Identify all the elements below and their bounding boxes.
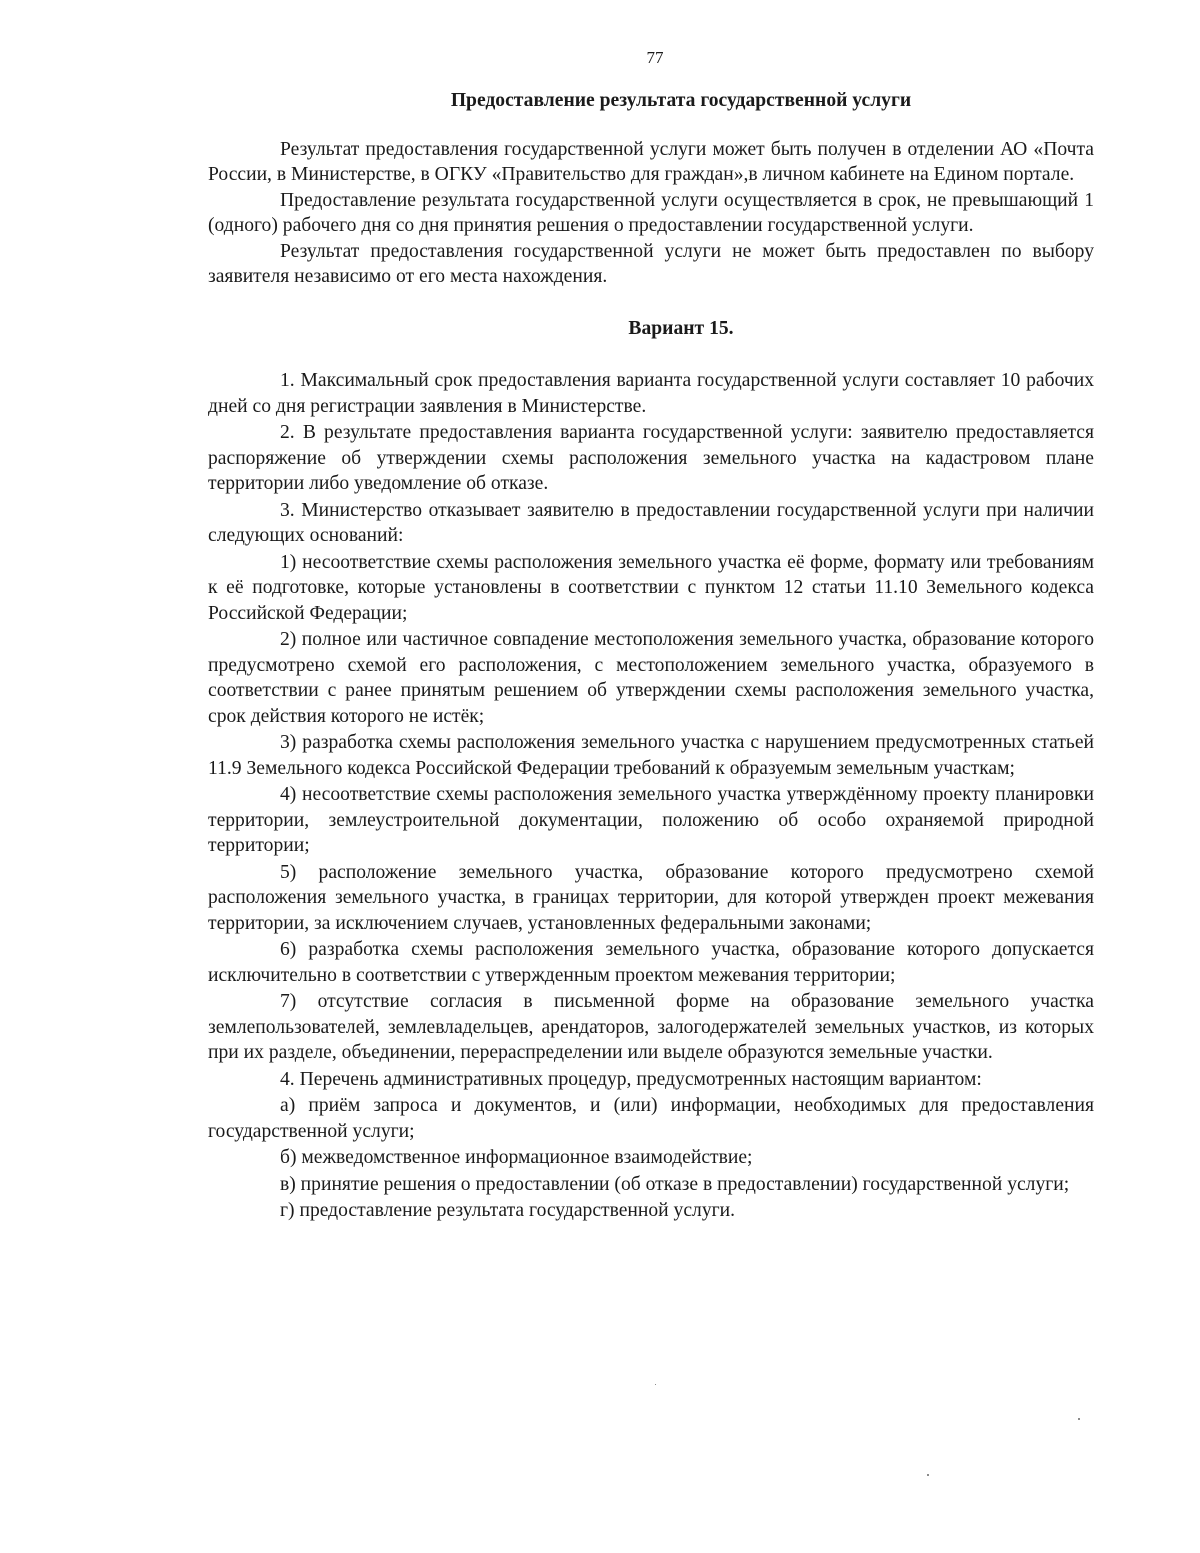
scan-speck (655, 1384, 656, 1385)
list-item: 6) разработка схемы расположения земельного участка, образование которого допускается исключительно в соответствии с утвержденным проектом межевания территории; (208, 939, 1094, 986)
section-heading-variant: Вариант 15. (628, 317, 734, 339)
list-item: 2) полное или частичное совпадение местоположения земельного участка, образование которого предусмотрено схемой его расположения, с местоположением земельного участка, образуемого в соответствии с ранее принятым решением об утверждении схемы расположения земельного участка, срок действия которого не истёк; (208, 629, 1094, 727)
paragraph: 4. Перечень административных процедур, предусмотренных настоящим вариантом: (280, 1068, 982, 1090)
scan-speck (1078, 1418, 1080, 1420)
list-item: г) предоставление результата государственной услуги. (280, 1200, 736, 1221)
paragraph: Результат предоставления государственной услуги может быть получен в отделении АО «Почта России, в Министерстве, в ОГКУ «Правительство для граждан»,в личном кабинете на Едином портале. (208, 138, 1094, 185)
list-item: 4) несоответствие схемы расположения земельного участка утверждённому проекту планировки территории, землеустроительной документации, положению об особо охраняемой природной территории; (208, 784, 1094, 856)
section-result-body (208, 137, 1094, 290)
paragraph: Предоставление результата государственной услуги осуществляется в срок, не превышающий 1 (одного) рабочего дня со дня принятия решения о предоставлении государственной услуги. (208, 189, 1094, 236)
paragraph: 2. В результате предоставления варианта государственной услуги: заявителю предоставляется распоряжение об утверждении схемы расположения земельного участка на кадастровом плане территории либо уведомление об отказе. (208, 422, 1094, 494)
page-number: 77 (646, 48, 664, 67)
list-item: 1) несоответствие схемы расположения земельного участка её форме, формату или требованиям к её подготовке, которые установлены в соответствии с пунктом 12 статьи 11.10 Земельного кодекса Российской Федерации; (208, 551, 1094, 624)
paragraph: 3. Министерство отказывает заявителю в предоставлении государственной услуги при наличии следующих оснований: (208, 499, 1094, 546)
document-body (208, 88, 1094, 1225)
list-item: 7) отсутствие согласия в письменной форме на образование земельного участка землепользователей, землевладельцев, арендаторов, залогодержателей земельных участков, из которых при их разделе, объединении, перераспределении или выделе образуются земельные участки. (208, 991, 1094, 1063)
section-heading-result: Предоставление результата государственной услуги (450, 90, 912, 111)
list-item: б) межведомственное информационное взаимодействие; (280, 1147, 753, 1168)
section-variant-body (208, 368, 1094, 1224)
paragraph: 1. Максимальный срок предоставления варианта государственной услуги составляет 10 рабочих дней со дня регистрации заявления в Министерстве. (208, 370, 1094, 417)
paragraph: Результат предоставления государственной услуги не может быть предоставлен по выбору заявителя независимо от его места нахождения. (208, 240, 1094, 287)
list-item: а) приём запроса и документов, и (или) информации, необходимых для предоставления государственной услуги; (208, 1095, 1094, 1142)
list-item: в) принятие решения о предоставлении (об отказе в предоставлении) государственной услуги; (280, 1173, 1070, 1195)
list-item: 3) разработка схемы расположения земельного участка с нарушением предусмотренных статьей 11.9 Земельного кодекса Российской Федерации требований к образуемым земельным участкам; (208, 732, 1094, 779)
scan-speck (927, 1474, 929, 1476)
list-item: 5) расположение земельного участка, образование которого предусмотрено схемой расположения земельного участка, в границах территории, для которой утвержден проект межевания территории, за исключением случаев, установленных федеральными законами; (208, 861, 1094, 934)
